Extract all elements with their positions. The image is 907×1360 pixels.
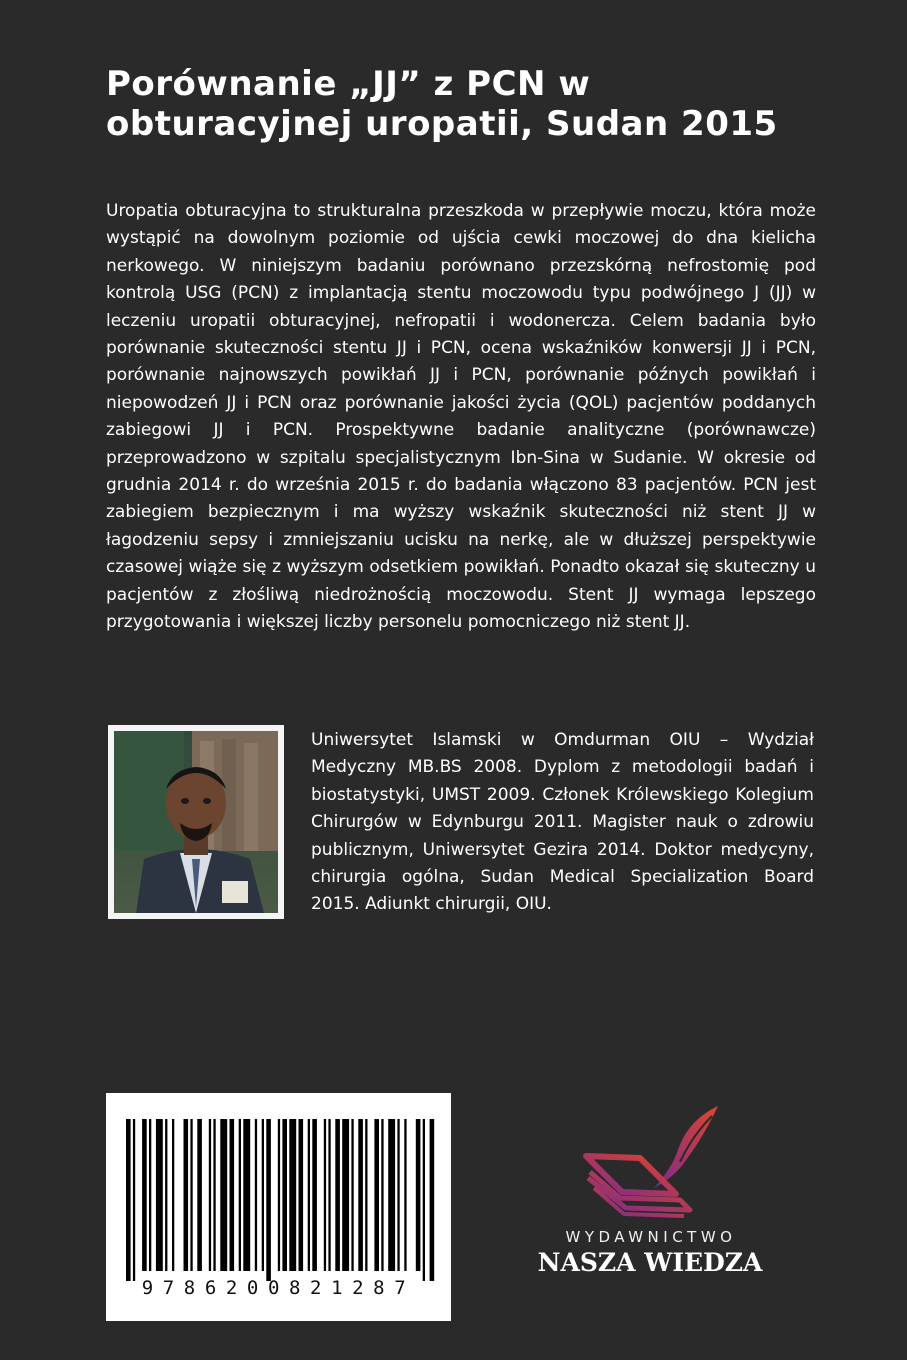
barcode-bar xyxy=(142,1119,147,1271)
barcode-bar xyxy=(342,1119,349,1271)
author-bio: Uniwersytet Islamski w Omdurman OIU – Wydział Medyczny MB.BS 2008. Dyplom z metodologii badań i biostatystyki, UMST 2009. Członek Królewskiego Kolegium Chirurgów w Edynburgu 2011. Magister nauk o zdrowiu publicznym, Uniwersytet Gezira 2014. Doktor medycyny, chirurgia ogólna, Sudan Medical Specialization Board 2015. Adiunkt chirurgii, OIU. xyxy=(311,730,814,915)
barcode-bar xyxy=(308,1119,310,1271)
barcode-bar xyxy=(358,1119,363,1271)
barcode-bar xyxy=(255,1119,257,1271)
barcode-bar xyxy=(149,1119,151,1271)
book-title: Porównanie „JJ” z PCN w obturacyjnej uropatii, Sudan 2015 xyxy=(106,64,778,144)
barcode-bar xyxy=(381,1119,383,1271)
barcode-bar xyxy=(388,1119,395,1271)
book-abstract: Uropatia obturacyjna to strukturalna przeszkoda w przepływie moczu, która może wystąpić na dowolnym poziomie od ujścia cewki moczowej do dna kielicha nerkowego. W niniejszym badaniu porównano przezskórną nefrostomię pod kontrolą USG (PCN) z implantacją stentu moczowodu typu podwójnego J (JJ) w leczeniu uropatii obturacyjnej, nefropatii i wodonercza. Celem badania było porównanie skuteczności stentu JJ i PCN, ocena wskaźników konwersji JJ i PCN, porównanie najnowszych powikłań JJ i PCN, porównanie późnych powikłań i niepowodzeń JJ i PCN oraz porównanie jakości życia (QOL) pacjentów poddanych zabiegowi JJ i PCN. Prospektywne badanie analityczne (porównawcze) przeprowadzono w szpitalu specjalistycznym Ibn-Sina w Sudanie. W okresie od grudnia 2014 r. do września 2015 r. do badania włączono 83 pacjentów. PCN jest zabiegiem bezpiecznym i ma wyższy wskaźnik skuteczności niż stent JJ w łagodzeniu sepsy i zmniejszaniu ucisku na nerkę, ale w dłuższej perspektywie czasowej wiąże się z wyższym odsetkiem powikłań. Ponadto okazał się skuteczny u pacjentów z złośliwą niedrożnością moczowodu. Stent JJ wymaga lepszego przygotowania i większej liczby personelu pomocniczego niż stent JJ. xyxy=(106,201,816,633)
barcode-bar xyxy=(220,1119,227,1271)
barcode-bar xyxy=(266,1119,271,1281)
barcode-bar xyxy=(351,1119,353,1271)
isbn-barcode xyxy=(106,1093,451,1321)
isbn-digits: 9786200821287 xyxy=(141,1277,416,1299)
barcode-bar xyxy=(156,1119,163,1271)
barcode-bar xyxy=(209,1119,211,1271)
barcode-bar xyxy=(299,1119,304,1271)
barcode-bar xyxy=(230,1119,235,1271)
barcode-bar xyxy=(126,1119,131,1281)
barcode-bar xyxy=(312,1119,317,1271)
barcode-bar xyxy=(404,1119,406,1271)
barcode-bar xyxy=(374,1119,379,1271)
publisher-subtitle: WYDAWNICTWO xyxy=(565,1228,737,1246)
barcode-bar xyxy=(165,1119,167,1271)
barcode-bar xyxy=(239,1119,241,1271)
barcode-bar xyxy=(243,1119,250,1271)
barcode-bar xyxy=(423,1119,425,1281)
barcode-bar xyxy=(397,1119,399,1271)
barcode-bar xyxy=(430,1119,435,1281)
barcode-bar xyxy=(416,1119,421,1271)
barcode-bar xyxy=(190,1119,192,1271)
barcode-bar xyxy=(197,1119,202,1271)
author-photo xyxy=(108,725,284,919)
publisher-logo-icon xyxy=(580,1102,728,1230)
barcode-bar xyxy=(324,1119,326,1271)
barcode-bar xyxy=(278,1119,280,1271)
barcode-bar xyxy=(289,1119,296,1271)
barcode-bar xyxy=(213,1119,215,1271)
barcode-bar xyxy=(172,1119,174,1271)
barcode-bar xyxy=(262,1119,264,1271)
barcode-bar xyxy=(365,1119,367,1271)
barcode-bar xyxy=(133,1119,135,1281)
barcode-bar xyxy=(328,1119,330,1271)
publisher-name: NASZA WIEDZA xyxy=(537,1248,763,1277)
barcode-bar xyxy=(282,1119,287,1271)
barcode-bar xyxy=(184,1119,189,1271)
barcode-bar xyxy=(335,1119,340,1271)
